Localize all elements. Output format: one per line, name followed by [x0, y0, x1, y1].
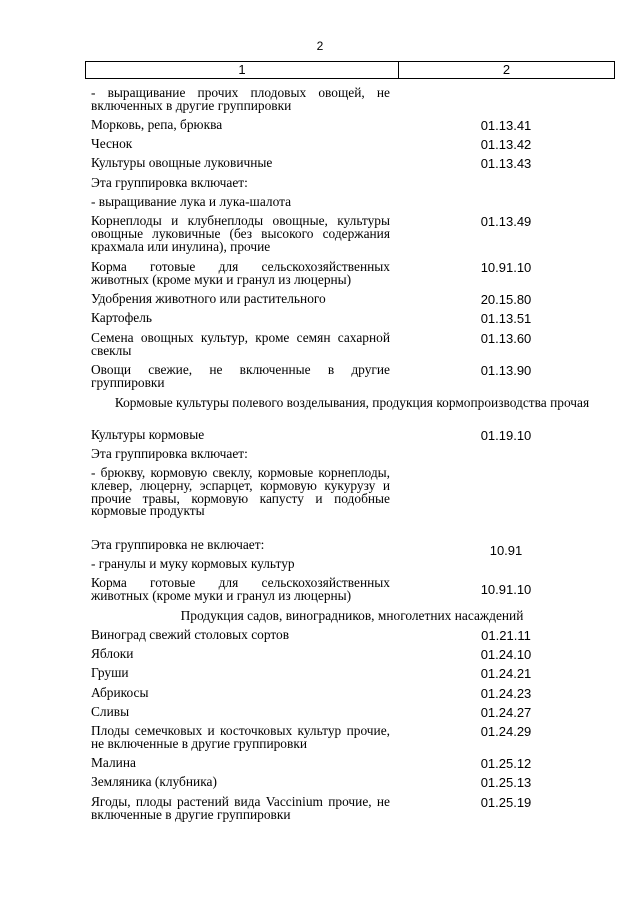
- row-code: 01.13.51: [480, 311, 532, 326]
- row-name: Эта группировка включает:: [91, 175, 248, 190]
- row-name: Корнеплоды и клубнеплоды овощные, культуры овощные луковичные (без высокого содержания крахмала или инулина), прочие: [91, 213, 390, 254]
- row-code: 01.25.12: [480, 756, 532, 771]
- table-header-col1: 1: [86, 62, 399, 78]
- row-name: Корма готовые для сельскохозяйственных животных (кроме муки и гранул из люцерны): [91, 259, 390, 287]
- row-code: 01.24.27: [480, 705, 532, 720]
- row-name: Абрикосы: [91, 685, 149, 700]
- row-name: Земляника (клубника): [91, 774, 217, 789]
- table-header-col2: 2: [502, 62, 511, 77]
- row-code: 20.15.80: [480, 292, 532, 307]
- row-name: Груши: [91, 665, 129, 680]
- row-name: Культуры кормовые: [91, 427, 205, 442]
- row-code: 01.13.43: [480, 156, 532, 171]
- row-code: 01.24.29: [480, 724, 532, 739]
- row-code: 01.13.90: [480, 363, 532, 378]
- row-name: Яблоки: [91, 646, 134, 661]
- row-name: Культуры овощные луковичные: [91, 155, 273, 170]
- row-code: 01.25.19: [480, 795, 532, 810]
- row-code: 01.21.11: [481, 628, 531, 643]
- row-name: Ягоды, плоды растений вида Vaccinium прочие, не включенные в другие группировки: [91, 794, 390, 822]
- row-name: Корма готовые для сельскохозяйственных животных (кроме муки и гранул из люцерны): [91, 575, 390, 603]
- row-code: 01.13.60: [480, 331, 532, 346]
- row-name: Картофель: [91, 310, 152, 325]
- row-name: Морковь, репа, брюква: [91, 117, 223, 132]
- row-code: 01.24.21: [480, 666, 532, 681]
- row-name: Сливы: [91, 704, 130, 719]
- row-code: 01.24.10: [480, 647, 532, 662]
- row-name: Малина: [91, 755, 136, 770]
- row-code: 01.13.42: [480, 137, 532, 152]
- row-name: Чеснок: [91, 136, 133, 151]
- row-code: 01.24.23: [480, 686, 532, 701]
- row-name: - брюкву, кормовую свеклу, кормовые корнеплоды, клевер, люцерну, эспарцет, кормовую кукурузу и прочие травы, кормовую капусту и подобные кормовые продукты: [91, 465, 390, 519]
- row-code: 10.91: [489, 543, 523, 558]
- section-heading: Продукция садов, виноградников, многолетних насаждений: [180, 608, 524, 623]
- row-name: Удобрения животного или растительного: [91, 291, 326, 306]
- row-code: 01.13.41: [480, 118, 532, 133]
- row-name: Семена овощных культур, кроме семян сахарной свеклы: [91, 330, 390, 358]
- row-code: 10.91.10: [480, 260, 532, 275]
- row-name: Овощи свежие, не включенные в другие группировки: [91, 362, 390, 390]
- section-heading: Кормовые культуры полевого возделывания, продукция кормопроизводства прочая: [114, 395, 590, 410]
- row-name: Виноград свежий столовых сортов: [91, 627, 290, 642]
- row-name: Эта группировка включает:: [91, 446, 248, 461]
- row-code: 10.91.10: [480, 582, 532, 597]
- row-name: - выращивание прочих плодовых овощей, не включенных в другие группировки: [91, 85, 390, 113]
- row-name: Плоды семечковых и косточковых культур прочие, не включенные в другие группировки: [91, 723, 390, 751]
- row-name: Эта группировка не включает:: [91, 537, 265, 552]
- page-number: 2: [316, 39, 324, 53]
- row-code: 01.25.13: [480, 775, 532, 790]
- row-name: - гранулы и муку кормовых культур: [91, 556, 295, 571]
- row-name: - выращивание лука и лука-шалота: [91, 194, 292, 209]
- row-code: 01.13.49: [480, 214, 532, 229]
- row-code: 01.19.10: [480, 428, 532, 443]
